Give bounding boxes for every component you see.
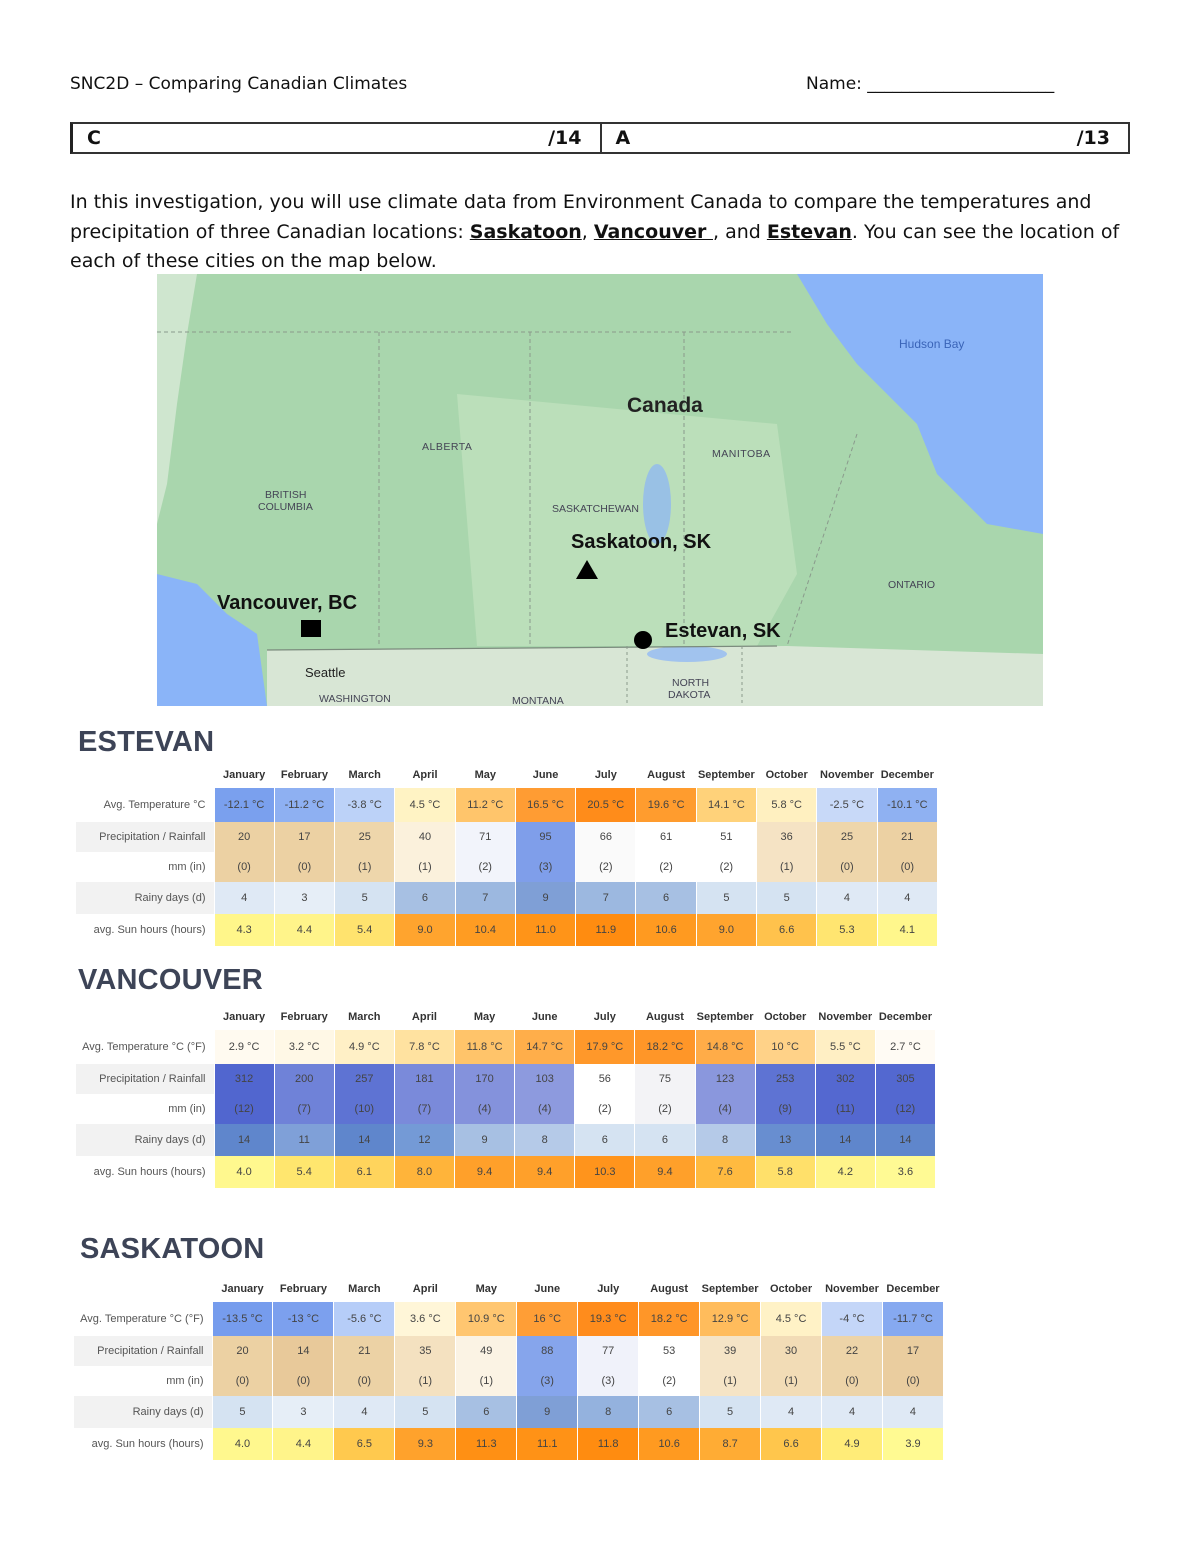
temperature-row [74,1302,944,1336]
data-cell: 5 [757,882,817,914]
data-cell: 312 [214,1064,274,1094]
data-cell: (3) [578,1366,639,1396]
data-cell: -5.6 °C [334,1302,395,1336]
data-cell: (2) [636,852,696,882]
data-cell: 21 [334,1336,395,1366]
data-cell: -11.7 °C [882,1302,943,1336]
data-cell: 4 [761,1396,822,1428]
data-cell: -2.5 °C [817,788,877,822]
data-cell: 11.3 [456,1428,517,1460]
data-cell: 10.6 [639,1428,700,1460]
data-cell: 5.4 [335,914,395,946]
intro-text-end: . You can see the location of each of these cities on the map below. [70,220,1120,272]
data-cell: 253 [755,1064,815,1094]
precipitation-in-row [76,852,938,882]
month-header: November [825,1283,879,1295]
data-cell: 30 [761,1336,822,1366]
marker-label-estevan: Estevan, SK [665,620,781,642]
data-cell: (12) [875,1094,935,1124]
data-cell: (3) [515,852,575,882]
grade-a-label: A [615,127,631,149]
data-cell: 36 [757,822,817,852]
data-cell: -3.8 °C [335,788,395,822]
header-corner [76,762,214,788]
row-label: Rainy days (d) [74,1396,212,1428]
data-cell: (0) [334,1366,395,1396]
data-cell: 4.9 [822,1428,883,1460]
data-cell: 16.5 °C [515,788,575,822]
sun-hours-row [74,1428,944,1460]
city-title-estevan: ESTEVAN [78,726,215,758]
month-header: March [348,769,381,781]
data-cell: (2) [696,852,756,882]
grade-box [70,122,1130,154]
month-header: February [280,769,328,781]
data-cell: 4 [882,1396,943,1428]
data-cell: 12.9 °C [700,1302,761,1336]
data-cell: -13 °C [273,1302,334,1336]
month-header: February [279,1283,327,1295]
data-cell: 6 [456,1396,517,1428]
data-cell: 5 [395,1396,456,1428]
month-header: January [223,769,266,781]
data-cell: 21 [877,822,937,852]
data-cell: 40 [395,822,455,852]
month-header-row [76,1004,936,1030]
intro-city-estevan: Estevan [766,220,852,243]
month-header: January [222,1011,266,1023]
rainy-days-row [76,1124,936,1156]
data-cell: (2) [455,852,515,882]
data-cell: 6.5 [334,1428,395,1460]
data-cell: 5 [335,882,395,914]
row-label: Precipitation / Rainfall [76,1064,214,1094]
month-header: December [886,1283,940,1295]
data-cell: 18.2 °C [635,1030,695,1064]
data-cell: 9.0 [696,914,756,946]
vancouver-square-marker [301,620,321,637]
data-cell: 17 [882,1336,943,1366]
climate-table-saskatoon [74,1276,944,1460]
intro-text-start: In this investigation, you will use climate data from Environment Canada to compare the temperatures and precipitation of three Canadian locations: [70,191,1092,243]
row-label: Precipitation / Rainfall [74,1336,212,1366]
data-cell: 16 °C [517,1302,578,1336]
month-header: November [818,1011,873,1023]
data-cell: 9.0 [395,914,455,946]
data-cell: 181 [394,1064,454,1094]
data-cell: (1) [700,1366,761,1396]
data-cell: 25 [335,822,395,852]
data-cell: 4 [877,882,937,914]
data-cell: 20 [212,1336,273,1366]
data-cell: 5.4 [274,1156,334,1188]
data-cell: 7 [576,882,636,914]
data-cell: 9 [517,1396,578,1428]
data-cell: 4.0 [212,1428,273,1460]
data-cell: 5 [696,882,756,914]
data-cell: (2) [575,1094,635,1124]
grade-cell-c [73,124,600,152]
data-cell: 5.8 °C [757,788,817,822]
data-cell: 14 [334,1124,394,1156]
rainy-days-row [74,1396,944,1428]
month-header: June [534,1283,561,1295]
row-label: Avg. Temperature °C [76,788,214,822]
data-cell: (0) [273,1366,334,1396]
data-cell: (0) [817,852,877,882]
marker-label-vancouver: Vancouver, BC [217,592,358,614]
data-cell: 7.6 [695,1156,755,1188]
prairie-region [457,394,797,646]
data-cell: (1) [395,1366,456,1396]
data-cell: 2.7 °C [875,1030,935,1064]
data-cell: 6 [636,882,696,914]
data-cell: 4.9 °C [334,1030,394,1064]
data-cell: 8 [695,1124,755,1156]
month-header-row [74,1276,944,1302]
data-cell: (10) [334,1094,394,1124]
data-cell: (12) [214,1094,274,1124]
row-label: avg. Sun hours (hours) [76,1156,214,1188]
map-label-columbia: COLUMBIA [258,501,313,513]
data-cell: 49 [456,1336,517,1366]
month-header: May [474,769,496,781]
data-cell: 123 [695,1064,755,1094]
data-cell: 88 [517,1336,578,1366]
month-header-row [76,762,938,788]
data-cell: (0) [214,852,274,882]
data-cell: 11.2 °C [455,788,515,822]
data-cell: 4.5 °C [395,788,455,822]
data-cell: 5.5 °C [815,1030,875,1064]
row-label: Avg. Temperature °C (°F) [74,1302,212,1336]
intro-city-vancouver: Vancouver [593,220,713,243]
data-cell: 103 [515,1064,575,1094]
data-cell: 51 [696,822,756,852]
data-cell: 12 [394,1124,454,1156]
data-cell: 14 [875,1124,935,1156]
data-cell: 9.4 [515,1156,575,1188]
data-cell: 75 [635,1064,695,1094]
data-cell: (2) [639,1366,700,1396]
header-corner [74,1276,212,1302]
month-header: February [280,1011,328,1023]
map-label-dakota: DAKOTA [668,689,711,701]
month-header: August [645,1011,684,1023]
month-header: April [412,769,438,781]
row-label: Avg. Temperature °C (°F) [76,1030,214,1064]
month-header: July [594,769,617,781]
data-cell: 5.8 [755,1156,815,1188]
data-cell: 14 [214,1124,274,1156]
row-label: avg. Sun hours (hours) [76,914,214,946]
month-header: June [531,1011,558,1023]
data-cell: 4.5 °C [761,1302,822,1336]
grade-cell-a [600,124,1129,152]
month-header: April [412,1283,438,1295]
month-header: January [221,1283,264,1295]
data-cell: (0) [212,1366,273,1396]
month-header: May [473,1011,496,1023]
data-cell: 4 [334,1396,395,1428]
data-cell: 6 [575,1124,635,1156]
data-cell: 5 [212,1396,273,1428]
month-header: June [532,769,559,781]
canada-map [157,274,1043,706]
grade-a-score: /13 [1076,127,1110,149]
data-cell: 10 °C [755,1030,815,1064]
course-title: SNC2D – Comparing Canadian Climates [70,74,408,94]
data-cell: 6.1 [334,1156,394,1188]
data-cell: 200 [274,1064,334,1094]
data-cell: (7) [394,1094,454,1124]
data-cell: 4 [822,1396,883,1428]
data-cell: (3) [517,1366,578,1396]
data-cell: (2) [635,1094,695,1124]
data-cell: 71 [455,822,515,852]
month-header: April [411,1011,437,1023]
data-cell: 9.3 [395,1428,456,1460]
map-label-british: BRITISH [265,489,307,501]
data-cell: 14 [815,1124,875,1156]
data-cell: 6 [395,882,455,914]
data-cell: (11) [815,1094,875,1124]
data-cell: 8.7 [700,1428,761,1460]
data-cell: 10.4 [455,914,515,946]
data-cell: (9) [755,1094,815,1124]
lake [647,646,727,662]
month-header: December [878,1011,933,1023]
data-cell: -4 °C [822,1302,883,1336]
data-cell: 95 [515,822,575,852]
data-cell: 3 [274,882,334,914]
data-cell: 20 [214,822,274,852]
month-header: September [697,769,755,781]
data-cell: 13 [755,1124,815,1156]
data-cell: -10.1 °C [877,788,937,822]
climate-table-estevan [76,762,938,946]
data-cell: (4) [515,1094,575,1124]
data-cell: 9.4 [635,1156,695,1188]
data-cell: 25 [817,822,877,852]
month-header: November [820,769,874,781]
data-cell: 20.5 °C [576,788,636,822]
precipitation-mm-row [76,1064,936,1094]
precipitation-mm-row [76,822,938,852]
data-cell: 11.0 [515,914,575,946]
climate-table-vancouver [76,1004,936,1188]
rainy-days-row [76,882,938,914]
month-header: October [764,1011,807,1023]
intro-city-saskatoon: Saskatoon [469,220,582,243]
data-cell: -11.2 °C [274,788,334,822]
data-cell: 6.6 [761,1428,822,1460]
map-label-north: NORTH [672,677,710,689]
data-cell: (0) [882,1366,943,1396]
precipitation-in-row [76,1094,936,1124]
month-header: August [650,1283,689,1295]
month-header: March [348,1283,381,1295]
data-cell: 257 [334,1064,394,1094]
data-cell: 6.6 [757,914,817,946]
month-header: July [597,1283,620,1295]
map-graphic [157,274,1043,706]
month-header: September [696,1011,754,1023]
row-label: mm (in) [74,1366,212,1396]
data-cell: 10.9 °C [456,1302,517,1336]
worksheet-header [70,74,1128,98]
map-label-saskatchewan: SASKATCHEWAN [552,503,639,515]
city-title-saskatoon: SASKATOON [80,1233,265,1265]
data-cell: 11.1 [517,1428,578,1460]
data-cell: (1) [761,1366,822,1396]
city-title-vancouver: VANCOUVER [78,964,263,996]
data-cell: 5.3 [817,914,877,946]
month-header: March [348,1011,381,1023]
data-cell: 53 [639,1336,700,1366]
data-cell: 170 [455,1064,515,1094]
month-header: October [769,1283,813,1295]
data-cell: 4.2 [815,1156,875,1188]
data-cell: (1) [757,852,817,882]
data-cell: 18.2 °C [639,1302,700,1336]
map-label-montana: MONTANA [512,695,564,706]
data-cell: 8 [578,1396,639,1428]
data-cell: 19.6 °C [636,788,696,822]
data-cell: 10.6 [636,914,696,946]
row-label: mm (in) [76,1094,214,1124]
intro-separator: , and [713,220,767,243]
data-cell: 11 [274,1124,334,1156]
data-cell: 3.2 °C [274,1030,334,1064]
data-cell: -13.5 °C [212,1302,273,1336]
data-cell: 7 [455,882,515,914]
row-label: avg. Sun hours (hours) [74,1428,212,1460]
data-cell: 4 [214,882,274,914]
intro-paragraph [70,188,1130,277]
data-cell: 7.8 °C [394,1030,454,1064]
data-cell: 35 [395,1336,456,1366]
data-cell: 11.8 [578,1428,639,1460]
data-cell: (0) [822,1366,883,1396]
data-cell: 6 [639,1396,700,1428]
row-label: Precipitation / Rainfall [76,822,214,852]
month-header: December [880,769,934,781]
data-cell: 39 [700,1336,761,1366]
data-cell: 4.3 [214,914,274,946]
data-cell: (1) [456,1366,517,1396]
data-cell: 3.6 °C [395,1302,456,1336]
data-cell: 9 [455,1124,515,1156]
data-cell: 66 [576,822,636,852]
data-cell: -12.1 °C [214,788,274,822]
grade-c-label: C [87,127,101,149]
data-cell: (4) [455,1094,515,1124]
month-header: September [701,1283,759,1295]
data-cell: 14.1 °C [696,788,756,822]
data-cell: 10.3 [575,1156,635,1188]
sun-hours-row [76,914,938,946]
grade-c-score: /14 [548,127,582,149]
sun-hours-row [76,1156,936,1188]
row-label: Rainy days (d) [76,882,214,914]
row-label: mm (in) [76,852,214,882]
data-cell: 17 [274,822,334,852]
data-cell: 8.0 [394,1156,454,1188]
data-cell: 8 [515,1124,575,1156]
data-cell: 4.0 [214,1156,274,1188]
data-cell: 11.9 [576,914,636,946]
data-cell: 19.3 °C [578,1302,639,1336]
map-label-ontario: ONTARIO [888,579,936,591]
data-cell: 11.8 °C [455,1030,515,1064]
data-cell: 3.9 [882,1428,943,1460]
temperature-row [76,788,938,822]
marker-label-saskatoon: Saskatoon, SK [571,531,712,553]
row-label: Rainy days (d) [76,1124,214,1156]
data-cell: 77 [578,1336,639,1366]
precipitation-in-row [74,1366,944,1396]
data-cell: 305 [875,1064,935,1094]
data-cell: (4) [695,1094,755,1124]
data-cell: 61 [636,822,696,852]
map-label-washington: WASHINGTON [319,693,391,705]
month-header: May [475,1283,497,1295]
data-cell: 2.9 °C [214,1030,274,1064]
data-cell: 5 [700,1396,761,1428]
data-cell: (1) [395,852,455,882]
temperature-row [76,1030,936,1064]
month-header: July [593,1011,616,1023]
data-cell: 14.7 °C [515,1030,575,1064]
data-cell: 17.9 °C [575,1030,635,1064]
intro-separator: , [581,220,594,243]
name-field-label: Name: ______________________ [806,74,1055,94]
data-cell: 9 [515,882,575,914]
data-cell: 14.8 °C [695,1030,755,1064]
data-cell: 4.4 [273,1428,334,1460]
data-cell: 3.6 [875,1156,935,1188]
data-cell: 56 [575,1064,635,1094]
data-cell: (7) [274,1094,334,1124]
month-header: August [647,769,686,781]
data-cell: (0) [274,852,334,882]
data-cell: (0) [877,852,937,882]
data-cell: 6 [635,1124,695,1156]
data-cell: 3 [273,1396,334,1428]
header-corner [76,1004,214,1030]
map-label-seattle: Seattle [305,665,346,680]
month-header: October [765,769,808,781]
map-label-alberta: ALBERTA [422,441,473,453]
precipitation-mm-row [74,1336,944,1366]
data-cell: 4 [817,882,877,914]
map-label-manitoba: MANITOBA [712,448,771,460]
data-cell: 4.1 [877,914,937,946]
data-cell: 9.4 [455,1156,515,1188]
estevan-circle-marker [634,631,652,649]
map-label-hudson-bay: Hudson Bay [899,337,965,351]
data-cell: 14 [273,1336,334,1366]
data-cell: (2) [576,852,636,882]
data-cell: 302 [815,1064,875,1094]
map-label-canada: Canada [627,394,703,417]
data-cell: (1) [335,852,395,882]
data-cell: 4.4 [274,914,334,946]
data-cell: 22 [822,1336,883,1366]
